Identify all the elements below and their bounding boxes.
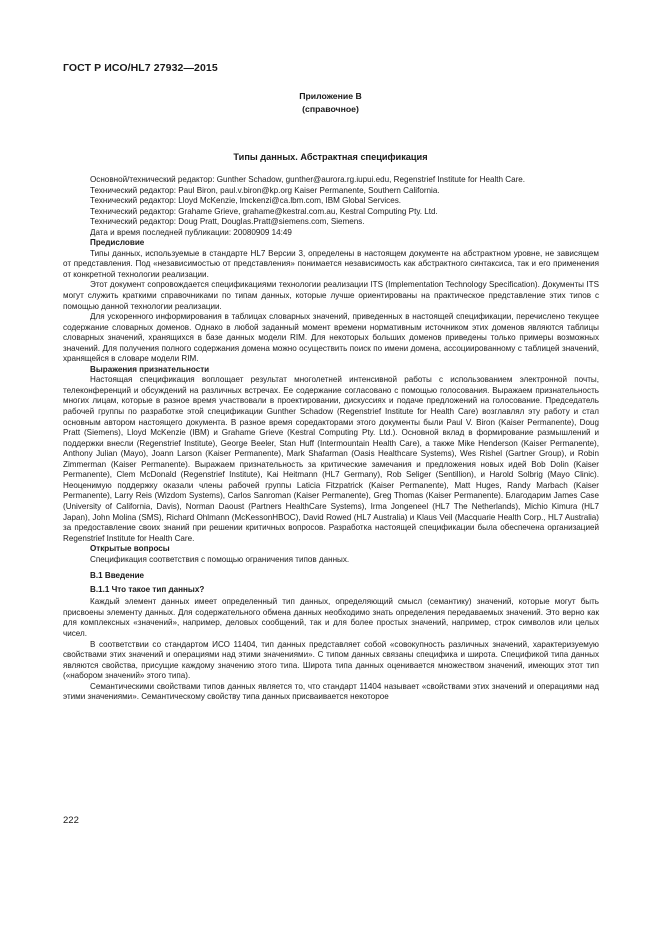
annex-title: Приложение В: [299, 91, 362, 101]
annex-status: (справочное): [302, 104, 359, 114]
editor-line: Технический редактор: Paul Biron, paul.v.biron@kp.org Kaiser Permanente, Southern California.: [90, 185, 440, 195]
paragraph: Каждый элемент данных имеет определенный тип данных, определяющий смысл (семантику) значений, которые могут быть присвоены элементу данных. Для содержательного обмена данных необходимо знать определения передаваемых значений. Это верно как для комплексных «значений», например, деловых сообщений, так и для более простых значений, например, строк символов или целых чисел.: [63, 597, 599, 638]
editor-line: Технический редактор: Grahame Grieve, grahame@kestral.com.au, Kestral Computing Pty. Ltd.: [90, 206, 438, 216]
acknowledgements-heading: Выражения признательности: [90, 364, 210, 374]
page-number: 222: [63, 815, 79, 826]
open-issues-heading: Открытые вопросы: [90, 544, 170, 554]
paragraph: В соответствии со стандартом ИСО 11404, тип данных представляет собой «совокупность различных значений, характеризуемую свойствами этих значений и операциями над этими значениями». С типом данных связаны специфика и широта. Спецификой типа данных являются свойства, присущие каждому значению этого типа. Широта типа данных оценивается множеством значений, имеющих этот тип («набором значений» этого типа).: [63, 639, 599, 681]
document-title: Типы данных. Абстрактная спецификация: [233, 152, 428, 162]
subsection-heading: В.1.1 Что такое тип данных?: [90, 584, 205, 594]
document-body: [63, 175, 599, 703]
editor-line: Технический редактор: Doug Pratt, Douglas.Pratt@siemens.com, Siemens.: [90, 217, 365, 227]
preface-heading: Предисловие: [90, 238, 145, 248]
paragraph: Этот документ сопровождается спецификациями технологии реализации ITS (Implementation Technology Specification). Документы ITS могут служить краткими справочниками по типам данных, которые лучше ориентированы на практическое представление этих типов с помощью данной технологии реализации.: [63, 280, 599, 311]
standard-id: ГОСТ Р ИСО/HL7 27932—2015: [63, 62, 218, 74]
section-heading: В.1 Введение: [90, 571, 145, 581]
paragraph: Семантическими свойствами типов данных является то, что стандарт 11404 называет «свойствами этих значений и операциями над этими значениями». Семантическому свойству типа данных присваивается некоторое: [63, 681, 599, 702]
paragraph: Спецификация соответствия с помощью ограничения типов данных.: [90, 554, 350, 564]
paragraph: Типы данных, используемые в стандарте HL7 Версии 3, определены в настоящем документе на абстрактном уровне, не зависящем от представления. Под «независимостью от представления» понимается независимость как абстрактного синтаксиса, так и его применения от конкретной технологии реализации.: [63, 248, 599, 279]
editor-line: Основной/технический редактор: Gunther Schadow, gunther@aurora.rg.iupui.edu, Regenstrief Institute for Health Care.: [90, 175, 526, 184]
editor-line: Технический редактор: Lloyd McKenzie, lmckenzi@ca.lbm.com, IBM Global Services.: [90, 196, 402, 206]
paragraph: Настоящая спецификация воплощает результат многолетней интенсивной работы с использованием электронной почты, телеконференций и обсуждений на различных встречах. Ее содержание согласовано с помощью голосования. Выражаем признательность многих лицам, которые в разное время участвовали в проектировании, дискуссиях и подаче предложений на голосование. Председатель рабочей группы по разработке этой спецификации Gunther Schadow (Regenstrief Institute for Health Care) возглавлял эту работу и стал основным автором настоящего документа. В разное время соредакторами этого документы были Paul V. Biron (Kaiser Permanente), Doug Pratt (Siemens), Lloyd McKenzie (IBM) и Grahame Grieve (Kestral Computing Pty. Ltd.). Основной вклад в формирование размышлений и поддержки внесли (Regenstrief Institute), George Beeler, Stan Huff (Intermountain Health Care), а также Mike Henderson (Kaiser Permanente), Anthony Julian (Mayo), Joann Larson (Kaiser Permanente), Mark Shafarman (Oasis Healthcare Systems), Wes Rishel (Gartner Group), и Robin Zimmerman (Kaiser Permanente). Выражаем признательность за критические замечания и предложения новых идей Bob Dolin (Kaiser Permanente), Clem McDonald (Regenstrief Institute), Kai Heitmann (HL7 Germany), Rob Seliger (Sentillion), и Harold Solbrig (Mayo Clinic). Неоценимую поддержку оказали члены рабочей группы Laticia Fitzpatrick (Kaiser Permanente), Matt Huges, Randy Marbach (Kaiser Permanente), Larry Reis (Wizdom Systems), Carlos Sanroman (Kaiser Permanente), Greg Thomas (Kaiser Permanente). Благодарим James Case (University of California, Davis), Norman Daoust (Partners HealthCare Systems), Irma Jongeneel (HL7 The Netherlands), Michio Kimura (HL7 Japan), John Molina (SMS), Richard Ohlmann (McKessonHBOC), David Rowed (HL7 Australia) и Klaus Veil (Macquarie Health Corp., HL7 Australia) за предоставление своих знаний при решении критичных вопросов. Разработка настоящей спецификации была обеспечена организацией Regenstrief Institute for Health Care.: [63, 375, 599, 543]
publication-date: Дата и время последней публикации: 20080909 14:49: [90, 227, 292, 237]
paragraph: Для ускоренного информирования в таблицах словарных значений, приведенных в настоящей спецификации, перечислено текущее содержание словарных доменов. Однако в любой заданный момент времени нормативным источником этих доменов являются таблицы словарных значений, хранящихся в базе данных модели RIM. Для некоторых больших доменов приведены только примеры возможных значений. Для получения полного содержания домена можно осуществить поиск по имени домена, ассоциированному с таблицей значений, хранящейся в словаре модели RIM.: [63, 312, 599, 364]
